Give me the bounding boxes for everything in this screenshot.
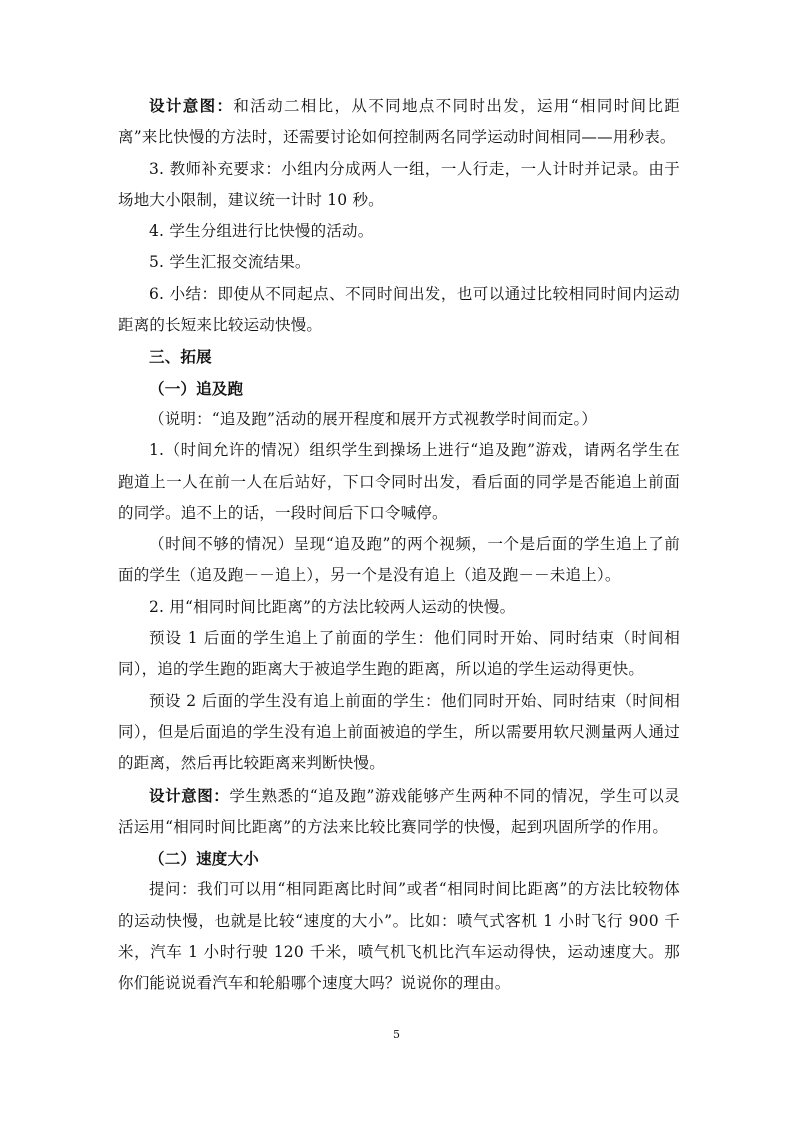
- subsection-heading: （一）追及跑: [149, 378, 244, 398]
- paragraph-text: 和活动二相比，从不同地点不同时出发，运用“相同时间比距离”来比快慢的方法时，还需要讨论如何控制两名同学运动时间相同——用秒表。: [118, 97, 680, 147]
- page-body: [118, 90, 680, 1000]
- paragraph-text: （时间不够的情况）呈现“追及跑”的两个视频，一个是后面的学生追上了前面的学生（追及跑－－追上），另一个是没有追上（追及跑－－未追上）。: [118, 535, 680, 585]
- subsection-heading-chase-run: [118, 373, 680, 404]
- paragraph-text: 预设 2 后面的学生没有追上前面的学生：他们同时开始、同时结束（时间相同），但是后面追的学生没有追上前面被追的学生，所以需要用软尺测量两人通过的距离，然后再比较距离来判断快慢。: [118, 691, 680, 773]
- design-intent-paragraph-1: [118, 90, 680, 154]
- subsection-heading: （二）速度大小: [149, 849, 259, 869]
- section-heading-extension: [118, 341, 680, 372]
- question-paragraph: [118, 874, 680, 999]
- paragraph-text: 4. 学生分组进行比快慢的活动。: [149, 222, 374, 241]
- page-number: 5: [393, 1028, 400, 1041]
- note-paragraph: [118, 404, 680, 435]
- chase-video-paragraph: [118, 529, 680, 592]
- paragraph-text: （说明：“追及跑”活动的展开程度和展开方式视教学时间而定。）: [149, 409, 598, 428]
- subsection-heading-speed: [118, 843, 680, 874]
- design-intent-label: 设计意图：: [149, 96, 234, 115]
- chase-step-1-paragraph: [118, 435, 680, 529]
- hypothesis-2-paragraph: [118, 686, 680, 780]
- paragraph-text: 学生熟悉的“追及跑”游戏能够产生两种不同的情况，学生可以灵活运用“相同时间比距离”的方法来比较比赛同学的快慢，起到巩固所学的作用。: [118, 786, 680, 836]
- paragraph-text: 提问：我们可以用“相同距离比时间”或者“相同时间比距离”的方法比较物体的运动快慢，也就是比较“速度的大小”。比如：喷气式客机 1 小时飞行 900 千米，汽车 1 小时行驶 120 千米，喷气机飞机比汽车运动得快，运动速度大。那你们能说说看汽车和轮船哪个速度大吗？说说你的理由。: [118, 880, 680, 993]
- summary-paragraph: [118, 279, 680, 342]
- paragraph-text: 5. 学生汇报交流结果。: [149, 253, 311, 272]
- section-heading: 三、拓展: [149, 347, 212, 367]
- design-intent-label: 设计意图：: [149, 785, 230, 805]
- step-5-paragraph: [118, 247, 680, 278]
- paragraph-text: 2. 用“相同时间比距离”的方法比较两人运动的快慢。: [149, 597, 516, 616]
- paragraph-text: 6. 小结：即使从不同起点、不同时间出发，也可以通过比较相同时间内运动距离的长短来比较运动快慢。: [118, 284, 680, 335]
- chase-step-2-paragraph: [118, 592, 680, 623]
- paragraph-text: 预设 1 后面的学生追上了前面的学生：他们同时开始、同时结束（时间相同），追的学生跑的距离大于被追学生跑的距离，所以追的学生运动得更快。: [118, 629, 680, 679]
- teacher-requirement-paragraph: [118, 154, 680, 217]
- hypothesis-1-paragraph: [118, 623, 680, 686]
- paragraph-text: 3. 教师补充要求：小组内分成两人一组，一人行走，一人计时并记录。由于场地大小限制，建议统一计时 10 秒。: [118, 159, 680, 209]
- design-intent-paragraph-2: [118, 780, 680, 844]
- step-4-paragraph: [118, 216, 680, 247]
- paragraph-text: 1.（时间允许的情况）组织学生到操场上进行“追及跑”游戏，请两名学生在跑道上一人在前一人在后站好，下口令同时出发，看后面的同学是否能追上前面的同学。追不上的话，一段时间后下口令喊停。: [118, 441, 680, 522]
